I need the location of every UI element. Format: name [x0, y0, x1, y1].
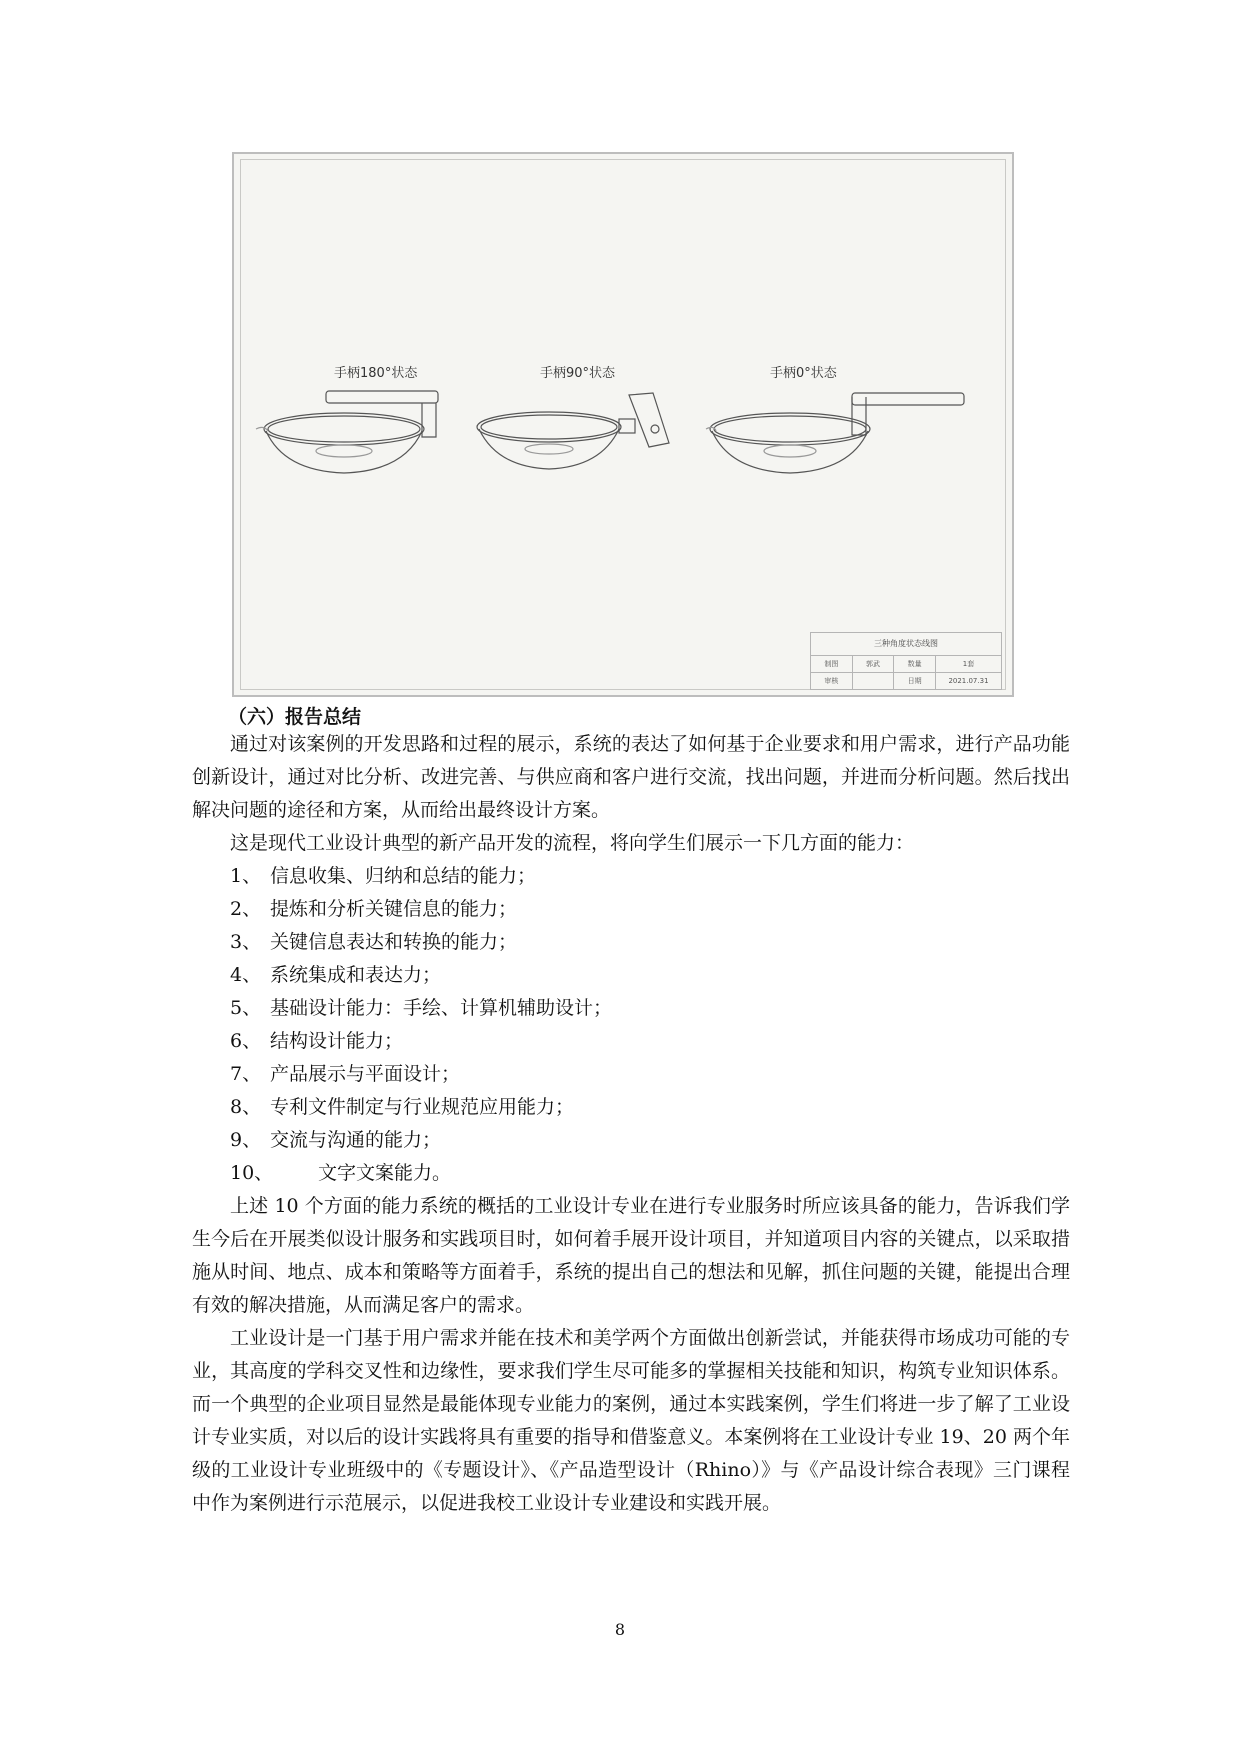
list-item: 9、 交流与沟通的能力； [230, 1129, 442, 1151]
drawing-figure [232, 152, 1014, 697]
title-block-cell: 制图 [811, 656, 853, 672]
summary-paragraph: 上述 10 个方面的能力系统的概括的工业设计专业在进行专业服务时所应该具备的能力，告诉我们学生今后在开展类似设计服务和实践项目时，如何着手展开设计项目，并知道项目内容的关键点，以采取措施从时间、地点、成本和策略等方面着手，系统的提出自己的想法和见解，抓住问题的关键，能提出合理有效的解决措施，从而满足客户的需求。 [192, 1195, 1070, 1316]
title-block-cell: 2021.07.31 [948, 677, 989, 685]
list-item: 4、 系统集成和表达力； [230, 964, 442, 986]
state-label-90: 手柄90°状态 [540, 366, 616, 381]
title-block-cell: 审核 [811, 673, 853, 689]
intro-paragraph: 通过对该案例的开发思路和过程的展示，系统的表达了如何基于企业要求和用户需求，进行产品功能创新设计，通过对比分析、改进完善、与供应商和客户进行交流，找出问题，并进而分析问题。然后找出解决问题的途径和方案，从而给出最终设计方案。 [192, 733, 1070, 821]
list-item: 6、 结构设计能力； [230, 1030, 404, 1052]
list-item: 1、 信息收集、归纳和总结的能力； [230, 865, 537, 887]
list-item: 3、 关键信息表达和转换的能力； [230, 931, 518, 953]
list-item: 10、 文字文案能力。 [230, 1162, 452, 1184]
title-block-row [811, 656, 1001, 673]
list-item: 8、 专利文件制定与行业规范应用能力； [230, 1096, 575, 1118]
title-block-row [811, 673, 1001, 689]
list-item: 2、 提炼和分析关键信息的能力； [230, 898, 518, 920]
list-item: 7、 产品展示与平面设计； [230, 1063, 461, 1085]
body-text [192, 728, 1070, 1520]
page-number: 8 [614, 1620, 626, 1639]
title-block-cell: 日期 [894, 673, 936, 689]
lead-paragraph: 这是现代工业设计典型的新产品开发的流程，将向学生们展示一下几方面的能力： [230, 832, 915, 854]
pan-90-drawing [469, 389, 679, 479]
conclusion-paragraph: 工业设计是一门基于用户需求并能在技术和美学两个方面做出创新尝试，并能获得市场成功可能的专业，其高度的学科交叉性和边缘性，要求我们学生尽可能多的掌握相关技能和知识，构筑专业知识体系。而一个典型的企业项目显然是最能体现专业能力的案例，通过本实践案例，学生们将进一步了解了工业设计专业实质，对以后的设计实践将具有重要的指导和借鉴意义。本案例将在工业设计专业 19、20 两个年级的工业设计专业班级中的《专题设计》、《产品造型设计（Rhino）》与《产品设计综合表现》三门课程中作为案例进行示范展示，以促进我校工业设计专业建设和实践开展。 [192, 1327, 1070, 1514]
title-block-cell [853, 673, 895, 689]
title-block-cell: 郭武 [853, 656, 895, 672]
pan-180-drawing [244, 389, 444, 479]
state-label-180: 手柄180°状态 [334, 366, 418, 381]
section-heading: （六）报告总结 [228, 706, 362, 728]
pan-0-drawing [702, 389, 1002, 479]
title-block-cell: 1套 [962, 660, 975, 668]
drawing-title-block [810, 632, 1002, 690]
list-item: 5、 基础设计能力：手绘、计算机辅助设计； [230, 997, 613, 1019]
title-block-title: 三种角度状态线图 [811, 633, 1001, 656]
state-label-0: 手柄0°状态 [770, 366, 837, 381]
title-block-cell: 数量 [894, 656, 936, 672]
